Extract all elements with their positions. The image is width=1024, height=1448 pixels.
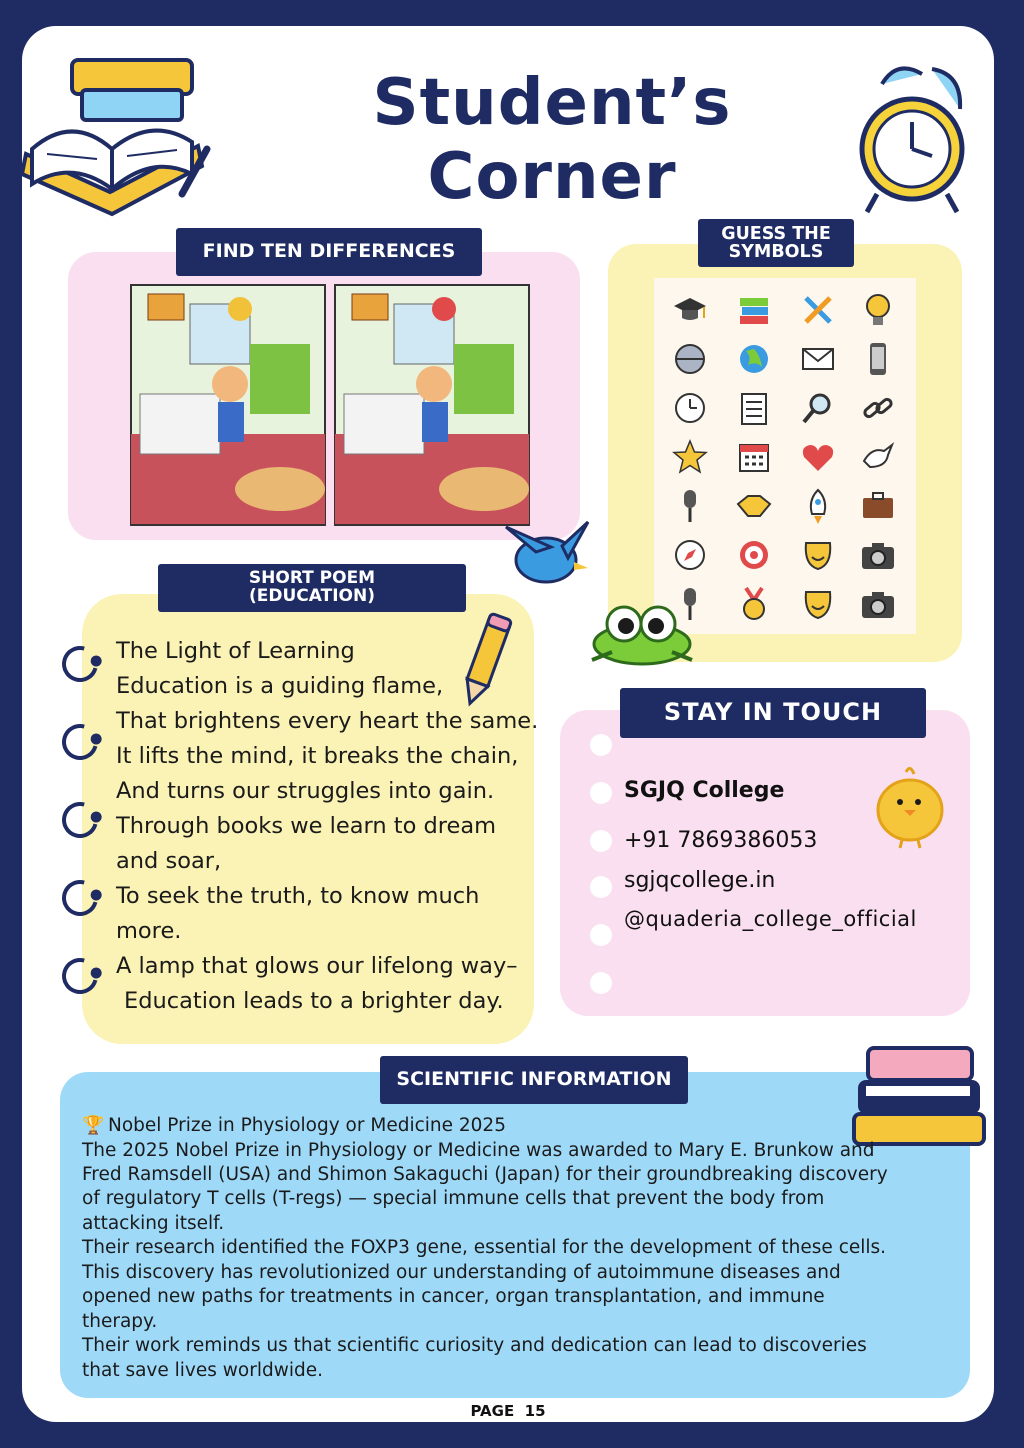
theater-mask-icon: [792, 533, 844, 577]
magnifier-icon: [792, 386, 844, 430]
medal-icon: [728, 582, 780, 626]
poem-line: Education is a guiding flame,: [116, 673, 444, 699]
compass-icon: [664, 533, 716, 577]
poem-line: It lifts the mind, it breaks the chain,: [116, 743, 519, 769]
poem-line: and soar,: [116, 848, 222, 874]
contact-bullet: [590, 972, 612, 994]
symbols-label-line2: SYMBOLS: [728, 242, 824, 262]
symbols-label-line1: GUESS THE: [721, 223, 831, 244]
alarm-clock-illustration: [852, 44, 982, 224]
calendar-icon: [728, 435, 780, 479]
open-book-illustration: [22, 54, 232, 224]
science-line: therapy.: [82, 1311, 158, 1332]
page-title: Student’s Corner: [372, 66, 732, 214]
science-line: The 2025 Nobel Prize in Physiology or Medicine was awarded to Mary E. Brunkow and: [82, 1140, 875, 1161]
briefcase-icon: [852, 484, 904, 528]
contact-bullet: [590, 924, 612, 946]
camera-icon: [852, 533, 904, 577]
link-icon: [852, 386, 904, 430]
symbols-label: [698, 219, 854, 267]
puzzle-right-image: [335, 285, 529, 525]
graduation-cap-icon: [664, 288, 716, 332]
poem-line: Education leads to a brighter day.: [124, 988, 504, 1014]
website-link[interactable]: sgjqcollege.in: [624, 868, 776, 893]
phone-icon: [852, 337, 904, 381]
poem-line: Through books we learn to dream: [116, 813, 497, 839]
differences-label: FIND TEN DIFFERENCES: [176, 228, 482, 276]
differences-puzzle-image: [130, 284, 530, 526]
science-line: that save lives worldwide.: [82, 1360, 323, 1381]
frog-illustration: [582, 596, 702, 668]
checklist-icon: [728, 386, 780, 430]
page: [22, 26, 994, 1422]
book-stack-illustration: [844, 1036, 994, 1156]
ball-icon: [664, 337, 716, 381]
poem-line: more.: [116, 918, 182, 944]
poem-label-line2: (EDUCATION): [249, 586, 375, 606]
contact-panel: [560, 710, 970, 1016]
science-line: attacking itself.: [82, 1213, 225, 1234]
globe-icon: [728, 337, 780, 381]
symbols-grid: [654, 278, 916, 634]
science-line: This discovery has revolutionized our understanding of autoimmune diseases and: [82, 1262, 841, 1283]
page-number: PAGE 15: [470, 1402, 546, 1420]
contact-bullet: [590, 830, 612, 852]
poem-label: [158, 564, 466, 612]
pencil-ruler-icon: [792, 288, 844, 332]
books-icon: [728, 288, 780, 332]
theater-mask-icon: [792, 582, 844, 626]
poem-line: A lamp that glows our lifelong way–: [116, 953, 518, 979]
poem-title: The Light of Learning: [116, 638, 355, 664]
college-name: SGJQ College: [624, 778, 785, 803]
pencil-illustration: [450, 612, 520, 712]
phone-number[interactable]: +91 7869386053: [624, 828, 818, 853]
microphone-icon: [664, 484, 716, 528]
clock-icon: [664, 386, 716, 430]
camera-icon: [852, 582, 904, 626]
dove-icon: [852, 435, 904, 479]
poem-label-line1: SHORT POEM: [248, 568, 376, 589]
social-handle[interactable]: @quaderia_college_official: [624, 907, 917, 931]
contact-bullet: [590, 734, 612, 756]
poem-line: And turns our struggles into gain.: [116, 778, 495, 804]
lightbulb-icon: [852, 288, 904, 332]
contact-bullet: [590, 782, 612, 804]
rocket-icon: [792, 484, 844, 528]
contact-label: STAY IN TOUCH: [620, 688, 926, 738]
trophy-icon: 🏆: [82, 1115, 105, 1136]
contact-bullet: [590, 876, 612, 898]
science-heading: Nobel Prize in Physiology or Medicine 2025: [108, 1115, 506, 1136]
chick-illustration: [870, 760, 950, 850]
science-line: Fred Ramsdell (USA) and Shimon Sakaguchi (Japan) for their groundbreaking discovery: [82, 1164, 888, 1185]
poem-line: That brightens every heart the same.: [116, 708, 539, 734]
puzzle-left-image: [131, 285, 325, 525]
science-line: Their research identified the FOXP3 gene, essential for the development of these cells.: [82, 1237, 887, 1258]
target-icon: [728, 533, 780, 577]
science-label: SCIENTIFIC INFORMATION: [380, 1056, 688, 1104]
bluebird-illustration: [496, 512, 592, 592]
handshake-icon: [728, 484, 780, 528]
science-line: opened new paths for treatments in cancer, organ transplantation, and immune: [82, 1286, 825, 1307]
science-line: of regulatory T cells (T-regs) — special immune cells that prevent the body from: [82, 1188, 825, 1209]
envelope-icon: [792, 337, 844, 381]
poem-line: To seek the truth, to know much: [116, 883, 480, 909]
heart-icon: [792, 435, 844, 479]
star-icon: [664, 435, 716, 479]
science-line: Their work reminds us that scientific curiosity and dedication can lead to discoveries: [82, 1335, 867, 1356]
